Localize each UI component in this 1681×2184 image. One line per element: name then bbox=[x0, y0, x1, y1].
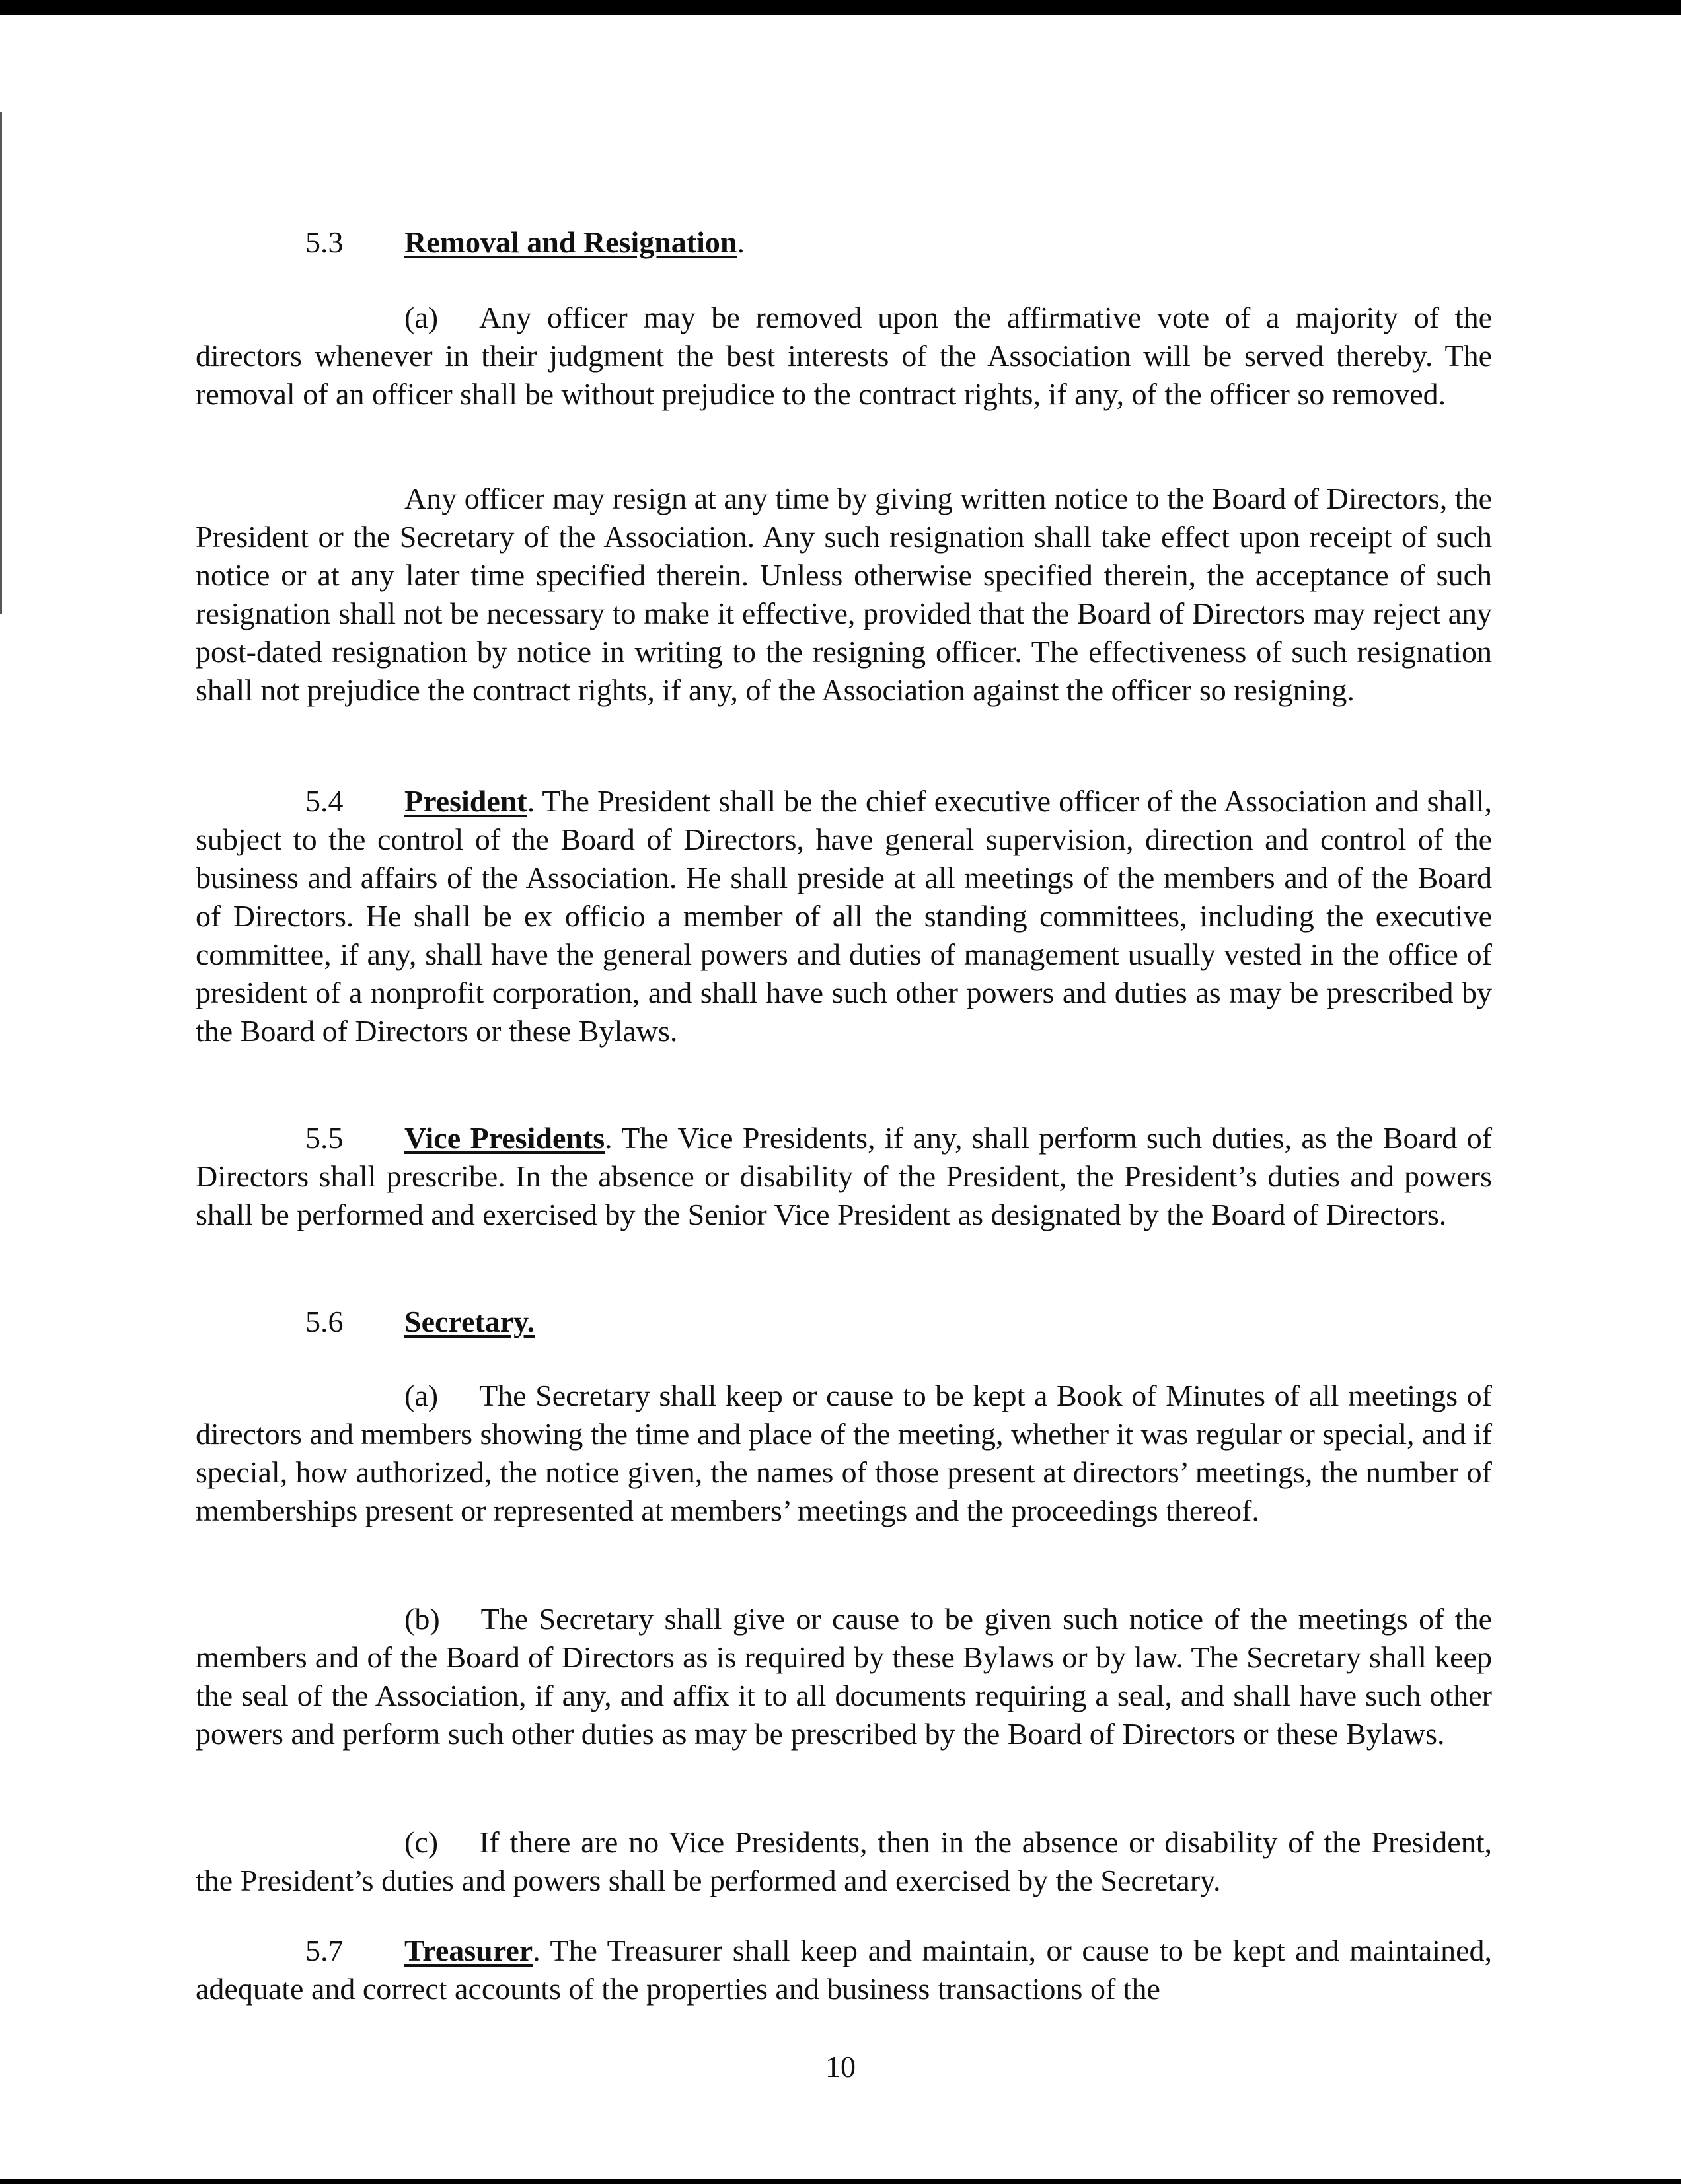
bottom-scan-border bbox=[0, 2179, 1681, 2184]
para-text: If there are no Vice Presidents, then in the absence or disability of the President, the President’s duties and powers shall be performed and exercised by the Secretary. bbox=[196, 1825, 1492, 1897]
para-label: (c) bbox=[404, 1825, 439, 1859]
section-title: President bbox=[404, 784, 527, 818]
section-number: 5.4 bbox=[305, 784, 344, 818]
para-label: (b) bbox=[404, 1602, 440, 1636]
para-text: Any officer may resign at any time by giving written notice to the Board of Directors, the President or the Secretary of the Association. Any such resignation shall take effect upon receipt of such notice or at any later time specified therein. Unless otherwise specified therein, the acceptance of such resignation shall not be necessary to make it effective, provided that the Board of Directors may reject any post-dated resignation by notice in writing to the resigning officer. The effectiveness of such resignation shall not prejudice the contract rights, if any, of the Association against the officer so resigning. bbox=[196, 482, 1492, 707]
section-title: Removal and Resignation bbox=[404, 225, 737, 259]
section-number: 5.7 bbox=[305, 1934, 344, 1967]
section-5-3-para-resign bbox=[196, 480, 1492, 710]
para-text: . The Treasurer shall keep and maintain, or cause to be kept and maintained, adequate and correct accounts of the properties and business transactions of the bbox=[196, 1934, 1492, 2006]
para-label: (a) bbox=[404, 1379, 439, 1412]
section-5-4-president bbox=[196, 782, 1492, 1050]
section-5-6-para-b bbox=[196, 1600, 1492, 1753]
section-5-5-vice-presidents bbox=[196, 1119, 1492, 1234]
page-number: 10 bbox=[825, 2050, 856, 2084]
para-text: The Secretary shall give or cause to be given such notice of the meetings of the members and of the Board of Directors as is required by these Bylaws or by law. The Secretary shall keep the seal of the Association, if any, and affix it to all documents requiring a seal, and shall have such other powers and perform such other duties as may be prescribed by the Board of Directors or these Bylaws. bbox=[196, 1602, 1492, 1751]
left-scan-mark bbox=[0, 112, 2, 614]
section-title: Vice Presidents bbox=[404, 1121, 605, 1155]
section-5-6-para-c bbox=[196, 1823, 1492, 1900]
para-text: . The President shall be the chief executive officer of the Association and shall, subject to the control of the Board of Directors, have general supervision, direction and control of the business and affairs of the Association. He shall preside at all meetings of the members and of the Board of Directors. He shall be ex officio a member of all the standing committees, including the executive committee, if any, shall have the general powers and duties of management usually vested in the office of president of a nonprofit corporation, and shall have such other powers and duties as may be prescribed by the Board of Directors or these Bylaws. bbox=[196, 784, 1492, 1048]
section-number: 5.6 bbox=[305, 1305, 344, 1338]
section-title: Treasurer bbox=[404, 1934, 533, 1967]
section-number: 5.3 bbox=[305, 225, 344, 259]
section-5-6-para-a bbox=[196, 1377, 1492, 1530]
para-text: . The Vice Presidents, if any, shall perform such duties, as the Board of Directors shall prescribe. In the absence or disability of the President, the President’s duties and powers shall be performed and exercised by the Senior Vice President as designated by the Board of Directors. bbox=[196, 1121, 1493, 1231]
para-text: Any officer may be removed upon the affirmative vote of a majority of the directors whenever in their judgment the best interests of the Association will be served thereby. The removal of an officer shall be without prejudice to the contract rights, if any, of the officer so removed. bbox=[196, 301, 1492, 411]
para-label: (a) bbox=[404, 301, 439, 334]
para-text: The Secretary shall keep or cause to be kept a Book of Minutes of all meetings of directors and members showing the time and place of the meeting, whether it was regular or special, and if special, how authorized, the notice given, the names of those present at directors’ meetings, the number of memberships present or represented at members’ meetings and the proceedings thereof. bbox=[196, 1379, 1493, 1527]
section-5-3-heading bbox=[196, 223, 745, 262]
section-title-suffix: . bbox=[737, 225, 745, 259]
section-5-3-para-a bbox=[196, 299, 1492, 414]
top-scan-border bbox=[0, 0, 1681, 15]
section-title: Secretary. bbox=[404, 1305, 535, 1338]
section-5-6-heading bbox=[196, 1303, 535, 1341]
section-number: 5.5 bbox=[305, 1121, 344, 1155]
section-5-7-treasurer bbox=[196, 1932, 1492, 2008]
